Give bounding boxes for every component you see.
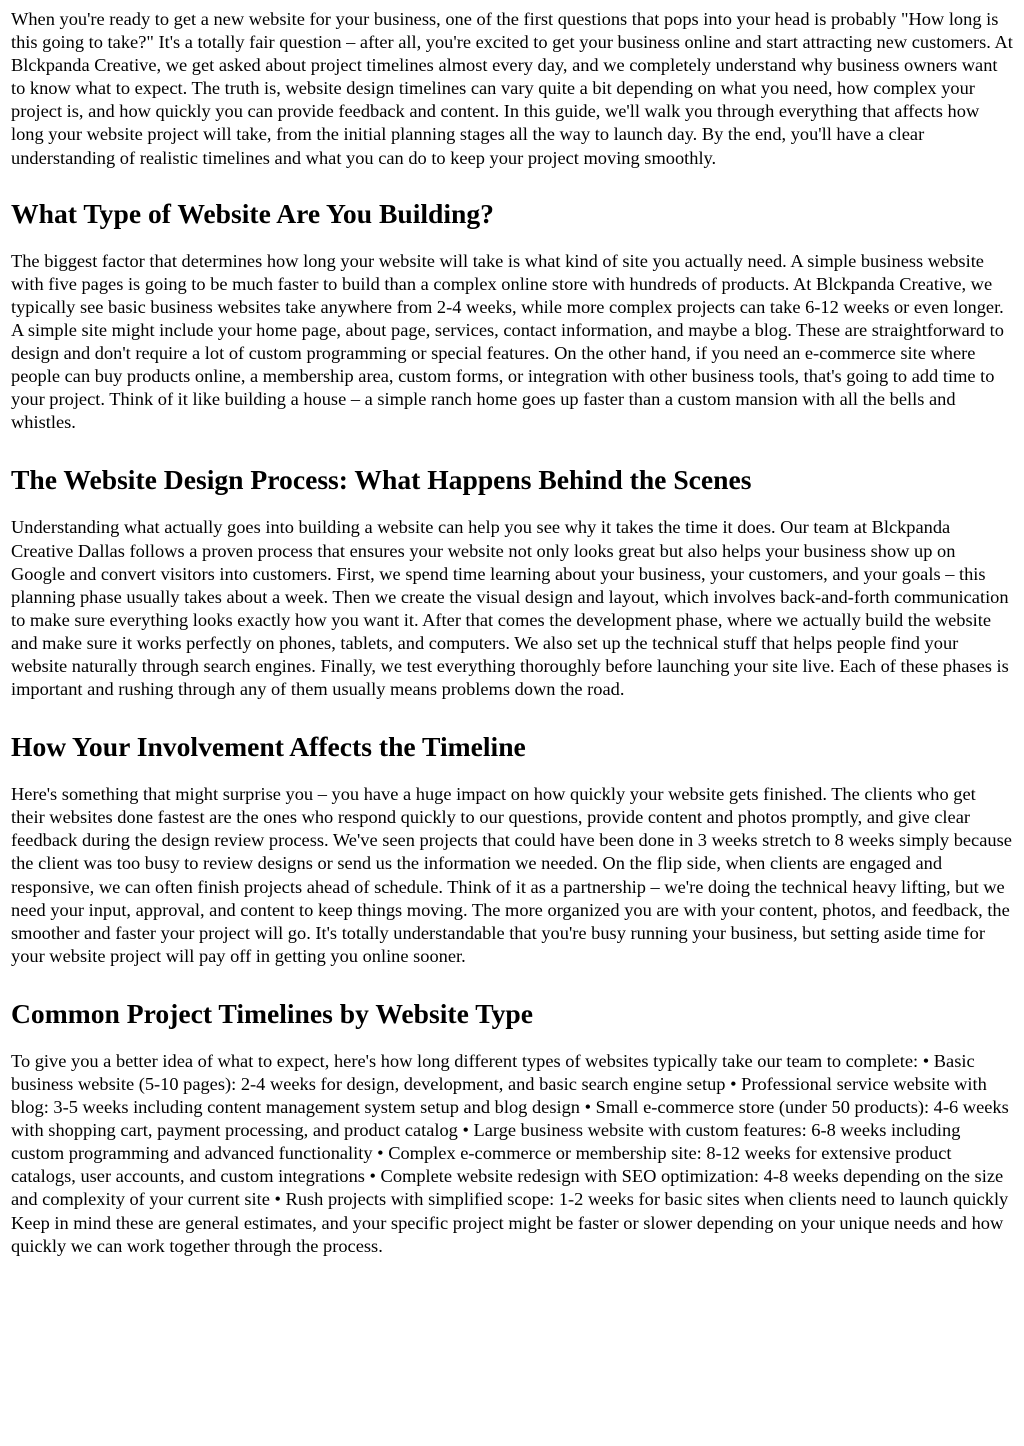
section-heading-involvement: How Your Involvement Affects the Timeline (11, 731, 526, 763)
section-body-timelines: To give you a better idea of what to expect, here's how long different types of websites typically take our team to complete: • Basic business website (5-10 pages): 2-4 weeks for design, development, and basic search engine setup • Professional service website with blog: 3-5 weeks including content management system setup and blog design • Small e-commerce store (under 50 products): 4-6 weeks with shopping cart, payment processing, and product catalog • Large business website with custom features: 6-8 weeks including custom programming and advanced functionality • Complex e-commerce or membership site: 8-12 weeks for extensive product catalogs, user accounts, and custom integrations • Complete website redesign with SEO optimization: 4-8 weeks depending on the size and complexity of your current site • Rush projects with simplified scope: 1-2 weeks for basic sites when clients need to launch quickly Keep in mind these are general estimates, and your specific project might be faster or slower depending on your unique needs and how quickly we can work together through the process. (11, 1050, 1009, 1256)
section-heading-design-process: The Website Design Process: What Happens Behind the Scenes (11, 464, 752, 496)
section-heading-website-type: What Type of Website Are You Building? (11, 197, 494, 229)
section-heading-timelines: Common Project Timelines by Website Type (11, 997, 533, 1029)
intro-paragraph: When you're ready to get a new website for your business, one of the first questions that pops into your head is probably "How long is this going to take?" It's a totally fair question – after all, you're excited to get your business online and start attracting new customers. At Blckpanda Creative, we get asked about project timelines almost every day, and we completely understand why business owners want to know what to expect. The truth is, website design timelines can vary quite a bit depending on what you need, how complex your project is, and how quickly you can provide feedback and content. In this guide, we'll walk you through everything that affects how long your website project will take, from the initial planning stages all the way to launch day. By the end, you'll have a clear understanding of realistic timelines and what you can do to keep your project moving smoothly. (11, 9, 1013, 168)
article (11, 8, 1013, 1258)
section-body-website-type: The biggest factor that determines how long your website will take is what kind of site you actually need. A simple business website with five pages is going to be much faster to build than a complex online store with hundreds of products. At Blckpanda Creative, we typically see basic business websites take anywhere from 2-4 weeks, while more complex projects can take 6-12 weeks or even longer. A simple site might include your home page, about page, services, contact information, and maybe a blog. These are straightforward to design and don't require a lot of custom programming or special features. On the other hand, if you need an e-commerce site where people can buy products online, a membership area, custom forms, or integration with other business tools, that's going to add time to your project. Think of it like building a house – a simple ranch home goes up faster than a custom mansion with all the bells and whistles. (11, 250, 1004, 433)
section-body-involvement: Here's something that might surprise you – you have a huge impact on how quickly your website gets finished. The clients who get their websites done fastest are the ones who respond quickly to our questions, provide content and photos promptly, and give clear feedback during the design review process. We've seen projects that could have been done in 3 weeks stretch to 8 weeks simply because the client was too busy to review designs or send us the information we needed. On the flip side, when clients are engaged and responsive, we can often finish projects ahead of schedule. Think of it as a partnership – we're doing the technical heavy lifting, but we need your input, approval, and content to keep things moving. The more organized you are with your content, photos, and feedback, the smoother and faster your project will go. It's totally understandable that you're busy running your business, but setting aside time for your website project will pay off in getting you online sooner. (11, 784, 1012, 966)
section-body-design-process: Understanding what actually goes into building a website can help you see why it takes the time it does. Our team at Blckpanda Creative Dallas follows a proven process that ensures your website not only looks great but also helps your business show up on Google and convert visitors into customers. First, we spend time learning about your business, your customers, and your goals – this planning phase usually takes about a week. Then we create the visual design and layout, which involves back-and-forth communication to make sure everything looks exactly how you want it. After that comes the development phase, where we actually build the website and make sure it works perfectly on phones, tablets, and computers. We also set up the technical stuff that helps people find your website naturally through search engines. Finally, we test everything thoroughly before launching your site live. Each of these phases is important and rushing through any of them usually means problems down the road. (11, 517, 1009, 700)
